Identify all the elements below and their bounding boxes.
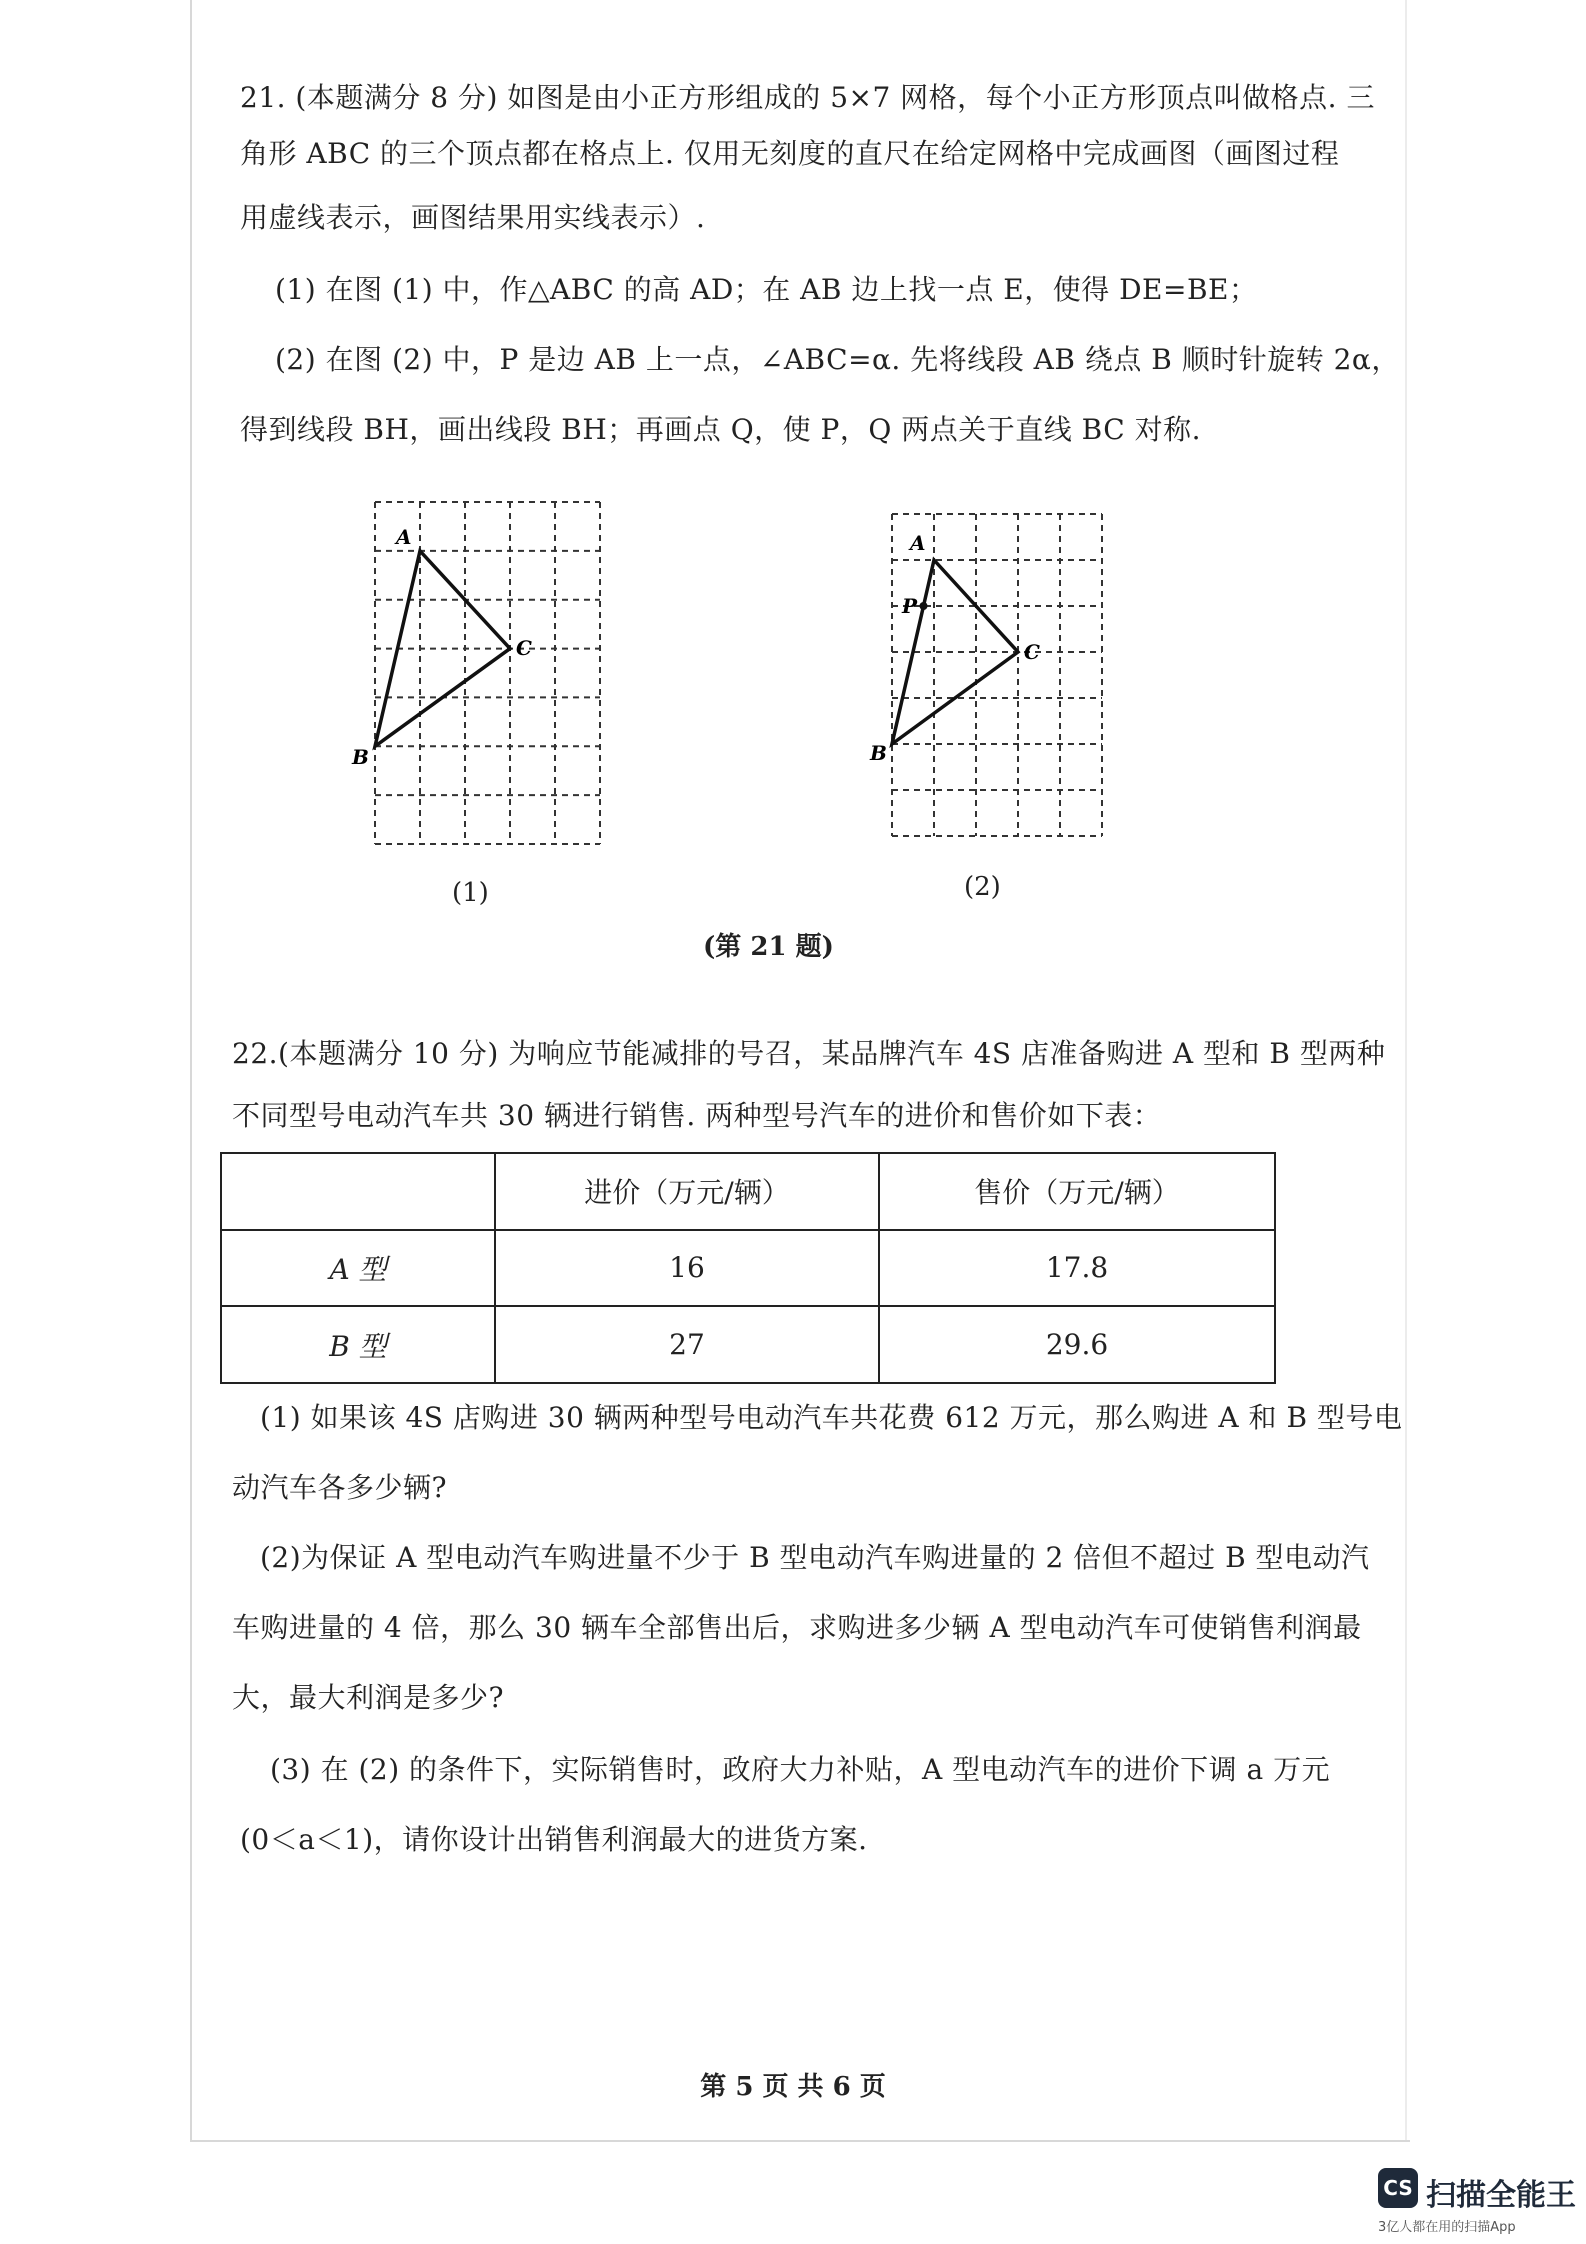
q21-stem-line3: 用虚线表示，画图结果用实线表示）. [240,201,706,234]
vertex-label-c: C [1024,640,1040,664]
page-edge [1405,0,1407,2140]
figure-1-caption: (1) [452,878,489,908]
page-edge [190,0,192,2140]
table-row [221,1306,1275,1383]
vertex-label-b: B [870,741,887,765]
vertex-label-a: A [396,525,412,549]
vertex-label-c: C [516,636,532,660]
q22-part1-line1: (1) 如果该 4S 店购进 30 辆两种型号电动汽车共花费 612 万元，那么购进 A 和 B 型号电 [260,1401,1403,1434]
scanner-logo-icon: CS [1378,2168,1418,2208]
q22-stem-line1: 22.(本题满分 10 分) 为响应节能减排的号召，某品牌汽车 4S 店准备购进 A 型和 B 型两种 [232,1037,1386,1070]
figure-caption: (第 21 题) [703,932,834,962]
table-cell: A 型 [221,1230,495,1307]
scanner-app-name: 扫描全能王 [1426,2178,1576,2213]
price-table [220,1152,1276,1384]
table-header-cell: 售价（万元/辆） [879,1153,1275,1230]
q21-part2-line1: (2) 在图 (2) 中，P 是边 AB 上一点，∠ABC=α. 先将线段 AB 绕点 B 顺时针旋转 2α， [275,343,1400,376]
table-cell: B 型 [221,1306,495,1383]
figure-2-caption: (2) [964,872,1001,902]
table-cell: 17.8 [879,1230,1275,1307]
q22-part3-line1: (3) 在 (2) 的条件下，实际销售时，政府大力补贴，A 型电动汽车的进价下调 a 万元 [270,1753,1331,1786]
table-row [221,1230,1275,1307]
scanner-tagline: 3亿人都在用的扫描App [1378,2220,1516,2235]
page-footer: 第 5 页 共 6 页 [700,2072,886,2102]
page-edge [190,2140,1410,2142]
table-cell: 27 [495,1306,879,1383]
point-label-p: P [902,594,918,618]
q22-stem-line2: 不同型号电动汽车共 30 辆进行销售. 两种型号汽车的进价和售价如下表： [232,1099,1162,1132]
q22-part2-line3: 大，最大利润是多少? [232,1681,505,1714]
q21-stem-line1: 21. (本题满分 8 分) 如图是由小正方形组成的 5×7 网格，每个小正方形顶点叫做格点. 三 [240,81,1375,114]
q22-part1-line2: 动汽车各多少辆? [232,1471,448,1504]
q21-stem-line2: 角形 ABC 的三个顶点都在格点上. 仅用无刻度的直尺在给定网格中完成画图（画图过程 [240,137,1340,170]
vertex-label-a: A [910,531,926,555]
table-cell: 29.6 [879,1306,1275,1383]
q22-part2-line2: 车购进量的 4 倍，那么 30 辆车全部售出后，求购进多少辆 A 型电动汽车可使销售利润最 [232,1611,1362,1644]
figure-1-grid [340,488,630,858]
table-header-row [221,1153,1275,1230]
q21-part2-line2: 得到线段 BH，画出线段 BH；再画点 Q，使 P，Q 两点关于直线 BC 对称. [240,413,1201,446]
q22-part2-line1: (2)为保证 A 型电动汽车购进量不少于 B 型电动汽车购进量的 2 倍但不超过 B 型电动汽 [260,1541,1370,1574]
table-header-cell: 进价（万元/辆） [495,1153,879,1230]
triangle-abc [892,560,1018,744]
vertex-label-b: B [352,745,369,769]
table-cell: 16 [495,1230,879,1307]
table-header-cell [221,1153,495,1230]
figure-2-grid [862,500,1122,850]
point-p [920,602,928,610]
q22-part3-line2: (0＜a＜1)，请你设计出销售利润最大的进货方案. [240,1823,868,1856]
q21-part1: (1) 在图 (1) 中，作△ABC 的高 AD；在 AB 边上找一点 E，使得 DE=BE； [275,273,1258,306]
